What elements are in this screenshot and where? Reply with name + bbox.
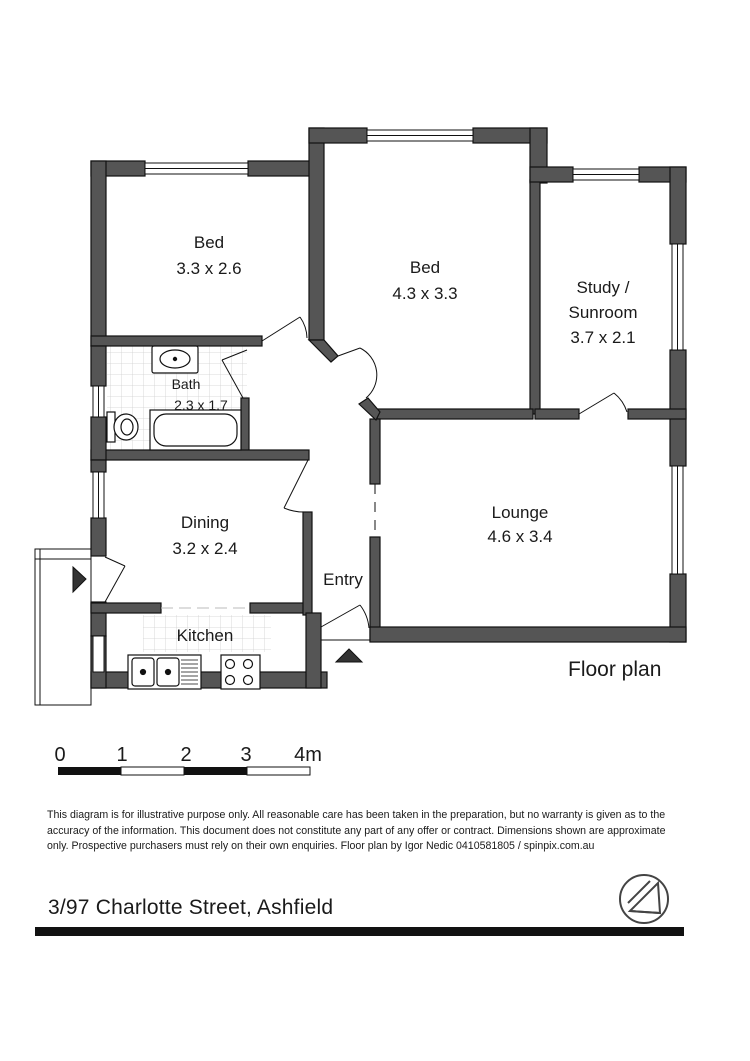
room-label-kitchen: Kitchen	[176, 626, 234, 645]
room-size-bed1: 3.3 x 2.6	[176, 259, 242, 278]
scale-tick-2: 2	[180, 744, 192, 766]
room-label-bed1: Bed	[193, 233, 225, 252]
entrance-arrow-left	[73, 567, 86, 592]
room-label-dining: Dining	[180, 513, 230, 532]
room-label-bath: Bath	[171, 376, 201, 392]
entrance-arrow-bottom	[336, 649, 362, 662]
scale-tick-4m: 4m	[294, 744, 322, 766]
angled-walls	[309, 340, 380, 420]
room-label-sunroom: Sunroom	[568, 303, 638, 322]
room-label-bed2: Bed	[409, 258, 441, 277]
scale-tick-3: 3	[240, 744, 252, 766]
balcony	[35, 549, 91, 705]
kitchen-fixtures	[128, 655, 260, 689]
room-size-bath: 2.3 x 1.7	[174, 397, 228, 413]
scale-tick-1: 1	[116, 744, 128, 766]
room-label-lounge: Lounge	[491, 503, 549, 522]
spinpix-logo	[618, 873, 670, 925]
room-size-study: 3.7 x 2.1	[570, 328, 636, 347]
room-label-entry: Entry	[323, 570, 363, 589]
room-size-bed2: 4.3 x 3.3	[392, 284, 458, 303]
property-address: 3/97 Charlotte Street, Ashfield	[48, 896, 334, 919]
disclaimer-text: This diagram is for illustrative purpose only. All reasonable care has been taken in the preparation, but no warranty is given as to the accuracy of the information. This document does not constitute any part of any offer or contract. Dimensions shown are approximate only. Prospective purchasers must rely on their own enquiries. Floor plan by Igor Nedic 0410581805 / spinpix.com.au	[47, 809, 666, 852]
footer-bar	[35, 927, 684, 936]
room-size-dining: 3.2 x 2.4	[172, 539, 238, 558]
room-label-study: Study /	[576, 278, 630, 297]
scale-bar	[54, 744, 321, 775]
room-size-lounge: 4.6 x 3.4	[487, 527, 553, 546]
plan-title: Floor plan	[568, 658, 662, 681]
scale-tick-0: 0	[54, 744, 66, 766]
